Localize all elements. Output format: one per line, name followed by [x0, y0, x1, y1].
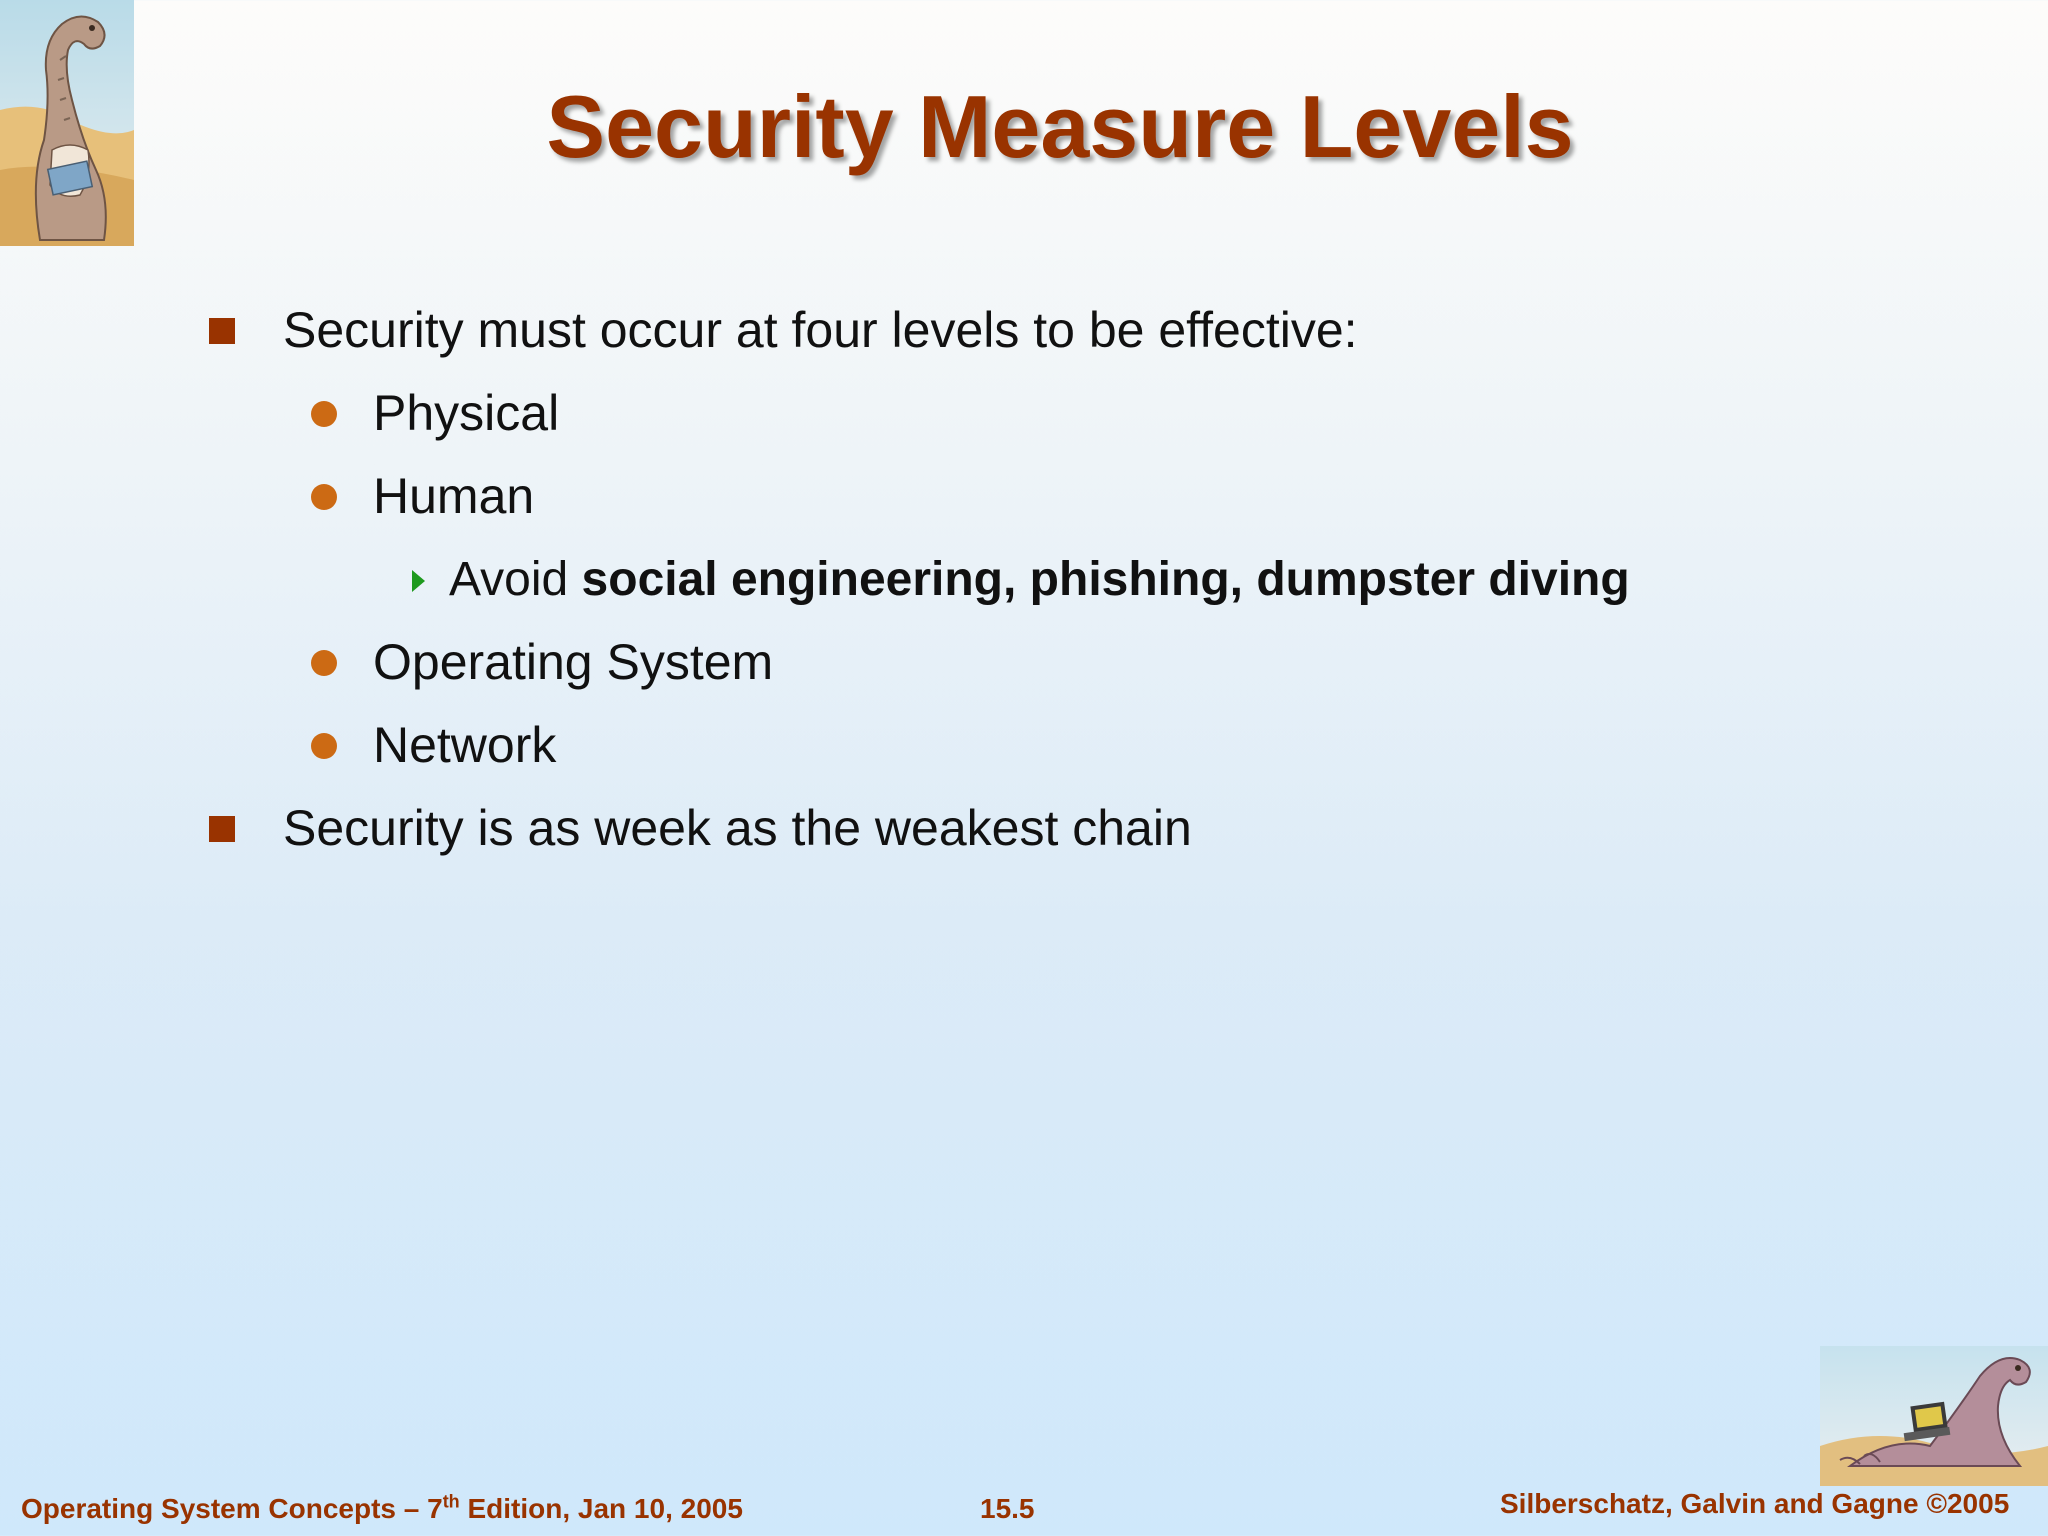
bullet-level2-item: Network: [373, 717, 557, 773]
bullet-level3-plain-text: Avoid: [449, 553, 582, 606]
footer-book-suffix: Edition, Jan 10, 2005: [459, 1493, 743, 1524]
triangle-bullet-icon: [412, 570, 425, 592]
footer-authors: Silberschatz, Galvin and Gagne ©2005: [1500, 1488, 2010, 1519]
footer-book-prefix: Operating System Concepts – 7: [21, 1493, 443, 1524]
bullet-level2-item: Human: [373, 468, 535, 524]
bullet-level2-item: Operating System: [373, 634, 774, 690]
square-bullet-icon: [209, 318, 235, 344]
circle-bullet-icon: [311, 650, 337, 676]
bullet-level1-item: Security is as week as the weakest chain: [283, 800, 1192, 856]
circle-bullet-icon: [311, 401, 337, 427]
circle-bullet-icon: [311, 733, 337, 759]
bullet-level1-item: Security must occur at four levels to be effective:: [283, 302, 1358, 358]
dinosaur-laptop-icon: [1820, 1346, 2048, 1486]
bullet-level2-item: Physical: [373, 385, 560, 441]
slide-title: Security Measure Levels: [546, 77, 1574, 176]
footer-page-number: 15.5: [980, 1493, 1035, 1524]
square-bullet-icon: [209, 816, 235, 842]
footer-book-info: [21, 1492, 743, 1526]
bullet-level3-bold-text: social engineering, phishing, dumpster diving: [581, 553, 1630, 606]
footer-book-superscript: th: [442, 1491, 460, 1512]
bullet-level3-item: [449, 550, 1630, 610]
circle-bullet-icon: [311, 484, 337, 510]
